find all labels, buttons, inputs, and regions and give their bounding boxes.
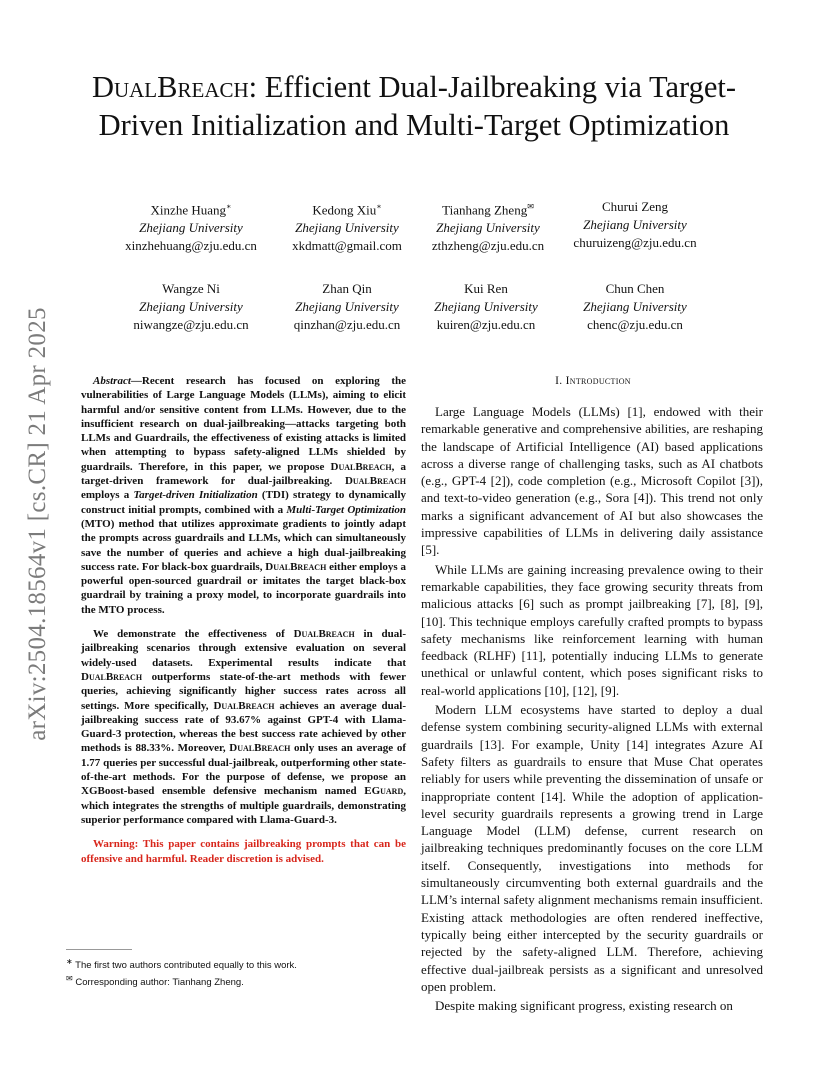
abstract-paragraph: Abstract—Recent research has focused on exploring the vulnerabilities of Large Language Models (LLMs), aiming to elicit harmful and/or sensitive content from LLMs. However, due to the insufficient research on dual-jailbreaking—attacks targeting both LLMs and Guardrails, the effectiveness of existing attacks is limited when attempting to bypass safety-aligned LLMs shielded by guardrails. Therefore, in this paper, we propose DualBreach, a target-driven framework for dual-jailbreaking. DualBreach employs a Target-driven Initialization (TDI) strategy to dynamically construct initial prompts, combined with a Multi-Target Optimization (MTO) method that utilizes approximate gradients to jointly adapt the prompts across guardrails and LLMs, which can simultaneously save the number of queries and achieve a high dual-jailbreaking success rate. For black-box guardrails, DualBreach either employs a powerful open-sourced guardrail or imitates the target black-box guardrail by training a proxy model, to incorporate guardrails into the MTO process. [81, 375, 406, 616]
author-name: Zhan Qin [322, 281, 372, 296]
author-affiliation: Zhejiang University [434, 299, 538, 314]
author-block [408, 198, 568, 255]
arxiv-identifier: arXiv:2504.18564v1 [cs.CR] 21 Apr 2025 [24, 307, 51, 741]
paper-title [60, 68, 768, 144]
footnote-equal-contribution: ∗ The first two authors contributed equally to this work. [66, 957, 297, 972]
author-name: Chun Chen [605, 281, 665, 296]
author-email: niwangze@zju.edu.cn [133, 317, 249, 332]
author-block [111, 198, 271, 255]
author-email: kuiren@zju.edu.cn [436, 317, 536, 332]
author-affiliation: Zhejiang University [583, 299, 687, 314]
author-email: xinzhehuang@zju.edu.cn [125, 238, 257, 254]
author-email: churuizeng@zju.edu.cn [573, 235, 697, 250]
author-name: Wangze Ni [162, 281, 220, 296]
author-email: qinzhan@zju.edu.cn [293, 317, 401, 332]
author-block [267, 280, 427, 334]
author-affiliation: Zhejiang University [139, 299, 243, 314]
abstract-paragraph: We demonstrate the effectiveness of DualBreach in dual-jailbreaking scenarios through extensive evaluation on several widely-used datasets. Experimental results indicate that DualBreach outperforms state-of-the-art methods with fewer queries, achieving significantly higher success rates across all settings. More specifically, DualBreach achieves an average dual-jailbreaking success rate of 93.67% against GPT-4 with Llama-Guard-3 protection, whereas the best success rate achieved by other methods is 88.33%. Moreover, DualBreach only uses an average of 1.77 queries per successful dual-jailbreak, outperforming other state-of-the-art methods. For the purpose of defense, we propose an XGBoost-based ensemble defensive mechanism named EGuard, which integrates the strengths of multiple guardrails, demonstrating superior performance compared with Llama-Guard-3. [81, 628, 407, 826]
author-affiliation: Zhejiang University [583, 217, 687, 232]
author-block [111, 280, 271, 334]
author-block [555, 280, 715, 334]
author-affiliation: Zhejiang University [436, 220, 540, 236]
abstract [81, 374, 406, 866]
author-email: xkdmatt@gmail.com [292, 238, 402, 254]
warning-notice: Warning: This paper contains jailbreaking prompts that can be offensive and harmful. Reader discretion is advised. [81, 838, 406, 865]
footnote-corresponding-author: ✉ Corresponding author: Tianhang Zheng. [66, 973, 244, 988]
section-heading: I. Introduction [555, 375, 631, 387]
abstract-label: Abstract [93, 375, 131, 387]
title-text: : Efficient Dual-Jailbreaking via Target-Driven Initialization and Multi-Target Optimization [98, 70, 737, 142]
intro-paragraph: Modern LLM ecosystems have started to deploy a dual defense system combining security-aligned LLMs with external guardrails [13]. For example, Unity [14] integrates Azure AI Safety filters as guardrails to ensure that Muse Chat operates reliably for users while preventing the dissemination of unsafe or inappropriate content [14]. While the adoption of application-level security guardrails represents a growing trend in Large Language Model (LLM) defense, current research on jailbreaking techniques predominantly focuses on the core LLM itself. Consequently, investigations into methods for simultaneously circumventing both external guardrails and the LLM’s internal safety alignment mechanisms remain insufficient. Existing attack methodologies are often rendered ineffective, typically being either intercepted by the security guardrails or rejected by the safety-aligned LLM. Therefore, achieving effective dual-jailbreak persists as a significant and unresolved open problem. [421, 702, 763, 994]
author-email: zthzheng@zju.edu.cn [431, 238, 545, 254]
author-affiliation: Zhejiang University [295, 220, 399, 236]
framework-name: DualBreach [91, 70, 249, 104]
author-block [267, 198, 427, 255]
introduction-body [421, 403, 763, 1014]
author-email: chenc@zju.edu.cn [587, 317, 683, 332]
author-name: Churui Zeng [601, 199, 669, 214]
footnotes [66, 949, 396, 989]
intro-paragraph: Large Language Models (LLMs) [1], endowed with their remarkable generative and comprehensive abilities, are reshaping the landscape of Artificial Intelligence (AI) based applications across a diverse range of challenging tasks, such as AI chatbots (e.g., GPT-4 [2]), code completion (e.g., Microsoft Copilot [3]), and text-to-video generation (e.g., Sora [4]). This trend not only marks a significant advancement of AI but also showcases the impressive capabilities of LLMs in delivering daily assistance [5]. [421, 404, 763, 558]
author-affiliation: Zhejiang University [295, 299, 399, 314]
author-block [555, 198, 715, 252]
author-block [406, 280, 566, 334]
author-name: Kedong Xiu∗ [312, 202, 382, 218]
envelope-icon: ✉ [66, 973, 73, 983]
author-name: Tianhang Zheng✉ [442, 202, 534, 218]
envelope-icon: ✉ [527, 202, 534, 211]
author-affiliation: Zhejiang University [139, 220, 243, 236]
author-name: Kui Ren [464, 281, 508, 296]
footnote-divider [66, 949, 132, 950]
intro-paragraph: Despite making significant progress, existing research on [435, 998, 733, 1014]
intro-paragraph: While LLMs are gaining increasing prevalence owing to their remarkable capabilities, they face growing security threats from malicious attacks [6] such as prompt jailbreaking [7], [8], [9], [10]. This technique employs carefully crafted prompts to bypass safety mechanisms like reinforcement learning with human feedback (RLHF) [11], potentially inducing LLMs to generate unethical or unlawful content, which poses significant risks to real-world applications [10], [12], [9]. [421, 561, 763, 698]
author-name: Xinzhe Huang∗ [150, 202, 232, 218]
